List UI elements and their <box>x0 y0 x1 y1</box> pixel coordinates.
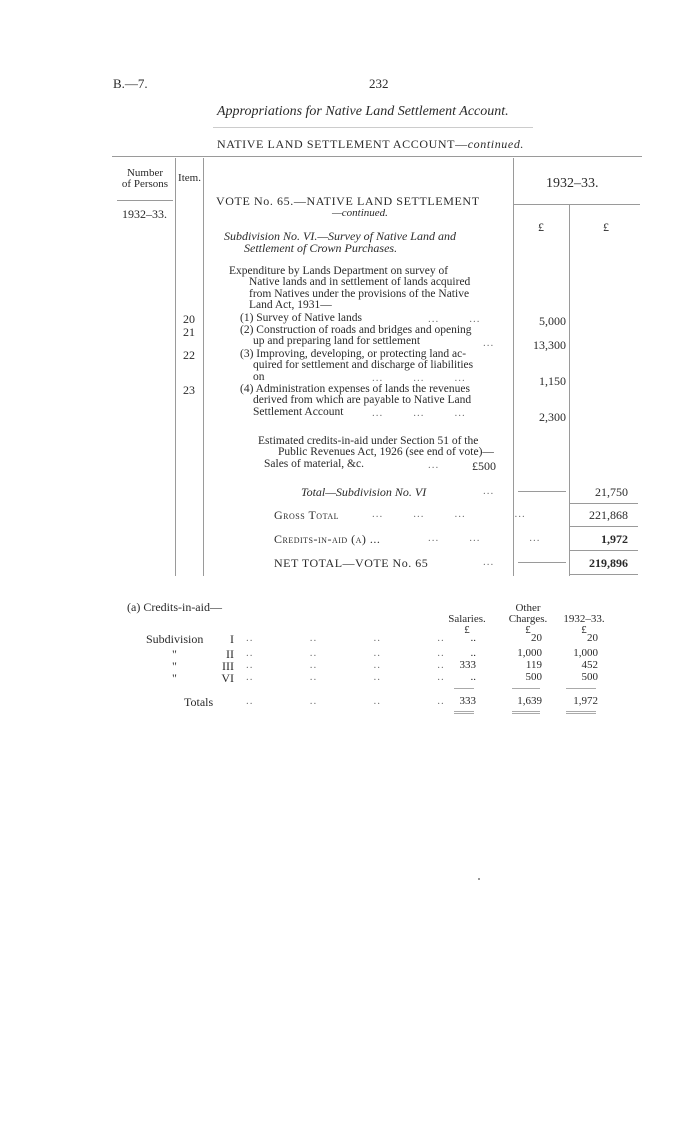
item-line: (4) Administration expenses of lands the revenues <box>240 383 470 395</box>
credits-note-line: Estimated credits-in-aid under Section 51 of the <box>258 435 479 447</box>
persons-header-rule <box>117 200 173 201</box>
expenditure-paragraph <box>229 266 470 311</box>
footnote-row-total: 500 <box>581 671 598 683</box>
credits-in-aid-label: Credits-in-aid (a) ... <box>274 532 381 546</box>
footnote-row-roman: III <box>222 659 234 673</box>
leader-dots: .. .. .. .. <box>246 659 445 671</box>
footnote-row-label: Subdivision <box>146 632 204 646</box>
item-amount: 2,300 <box>539 410 566 424</box>
page-title: Appropriations for Native Land Settlement Account. <box>217 104 509 119</box>
title-rule <box>213 127 533 128</box>
account-title <box>217 137 524 152</box>
col-divider-amount <box>569 204 570 576</box>
col-divider-item <box>203 158 204 576</box>
subdivision-title-line2: Settlement of Crown Purchases. <box>244 241 398 255</box>
persons-header-line1: Number <box>126 167 164 179</box>
item-number: 23 <box>183 383 195 397</box>
expenditure-line: Native lands and in settlement of lands acquired <box>249 276 471 289</box>
item-number: 20 <box>183 312 195 326</box>
document-reference: B.—7. <box>113 76 148 91</box>
footnote-double-rule <box>512 711 540 712</box>
footnote-row-other: 500 <box>525 671 542 683</box>
credits-rule <box>570 550 638 551</box>
footnote-double-rule <box>512 713 540 714</box>
item-line: (3) Improving, developing, or protecting land ac- <box>240 348 467 360</box>
print-speck <box>478 878 480 880</box>
persons-column-header <box>118 168 172 190</box>
footnote-col-other-line1: Other <box>515 602 541 614</box>
leader-dots: .. .. .. .. <box>246 647 445 659</box>
currency-symbol-col1: £ <box>538 220 544 234</box>
footnote-row-label: " <box>172 671 177 685</box>
page-number: 232 <box>369 76 389 91</box>
item-line: Settlement Account <box>253 405 344 418</box>
year-header-rule <box>514 204 640 205</box>
table-top-rule <box>112 156 642 157</box>
credits-note-line: Public Revenues Act, 1926 (see end of vote)— <box>278 446 494 459</box>
vote-continued: —continued. <box>332 207 388 219</box>
net-total-label: NET TOTAL—VOTE No. 65 <box>274 556 429 570</box>
item-line: (1) Survey of Native lands <box>240 312 362 324</box>
total-subdivision-value: 21,750 <box>595 485 628 499</box>
footnote-double-rule <box>566 711 596 712</box>
item-number: 22 <box>183 348 195 362</box>
credits-note <box>258 436 494 470</box>
leader-dots: ... <box>428 459 440 471</box>
footnote-currency: £ <box>525 624 531 636</box>
item-amount: 5,000 <box>539 314 566 328</box>
subdivision-title-line1: Subdivision No. VI.—Survey of Native Land and <box>224 229 456 243</box>
footnote-totals-total: 1,972 <box>573 695 598 707</box>
credits-note-amount: £500 <box>472 459 496 473</box>
total-rule <box>570 503 638 504</box>
footnote-totals-other: 1,639 <box>517 695 542 707</box>
footnote-row-other: 20 <box>531 632 542 644</box>
item-column-header: Item. <box>178 172 201 184</box>
footnote-currency: £ <box>581 624 587 636</box>
net-total-value: 219,896 <box>589 556 628 570</box>
footnote-col-salaries: Salaries. <box>448 613 486 625</box>
gross-total-value: 221,868 <box>589 508 628 522</box>
footnote-row-roman: II <box>226 647 234 661</box>
item-line: on <box>253 370 265 383</box>
leader-dots: .. .. .. .. <box>246 632 445 644</box>
item-line: quired for settlement and discharge of liabilities <box>253 359 474 372</box>
footnote-row-total: 452 <box>581 659 598 671</box>
net-rule <box>570 574 638 575</box>
total-subdivision-label: Total—Subdivision No. VI <box>301 485 427 499</box>
leader-dots: ... <box>483 485 495 497</box>
currency-symbol-col2: £ <box>603 220 609 234</box>
credits-note-line: Sales of material, &c. <box>264 457 364 470</box>
footnote-row-salaries: .. <box>470 632 476 644</box>
footnote-row-roman: I <box>230 632 234 646</box>
account-title-text: NATIVE LAND SETTLEMENT ACCOUNT— <box>217 137 468 151</box>
account-title-suffix: continued. <box>467 137 525 151</box>
footnote-heading: (a) Credits-in-aid— <box>127 600 222 614</box>
vote-title: VOTE No. 65.—NATIVE LAND SETTLEMENT <box>216 194 480 208</box>
credits-in-aid-value: 1,972 <box>601 532 628 546</box>
expenditure-line: from Natives under the provisions of the Native <box>249 287 470 300</box>
persons-year-label: 1932–33. <box>122 207 167 221</box>
item-description <box>240 313 362 324</box>
item-number: 21 <box>183 325 195 339</box>
leader-dots: ... ... <box>428 313 481 325</box>
item-line: up and preparing land for settlement <box>253 335 421 348</box>
leader-dots: .. .. .. .. <box>246 695 445 707</box>
col-divider-persons <box>175 158 176 576</box>
footnote-totals-label: Totals <box>184 695 214 709</box>
footnote-row-total: 20 <box>587 632 598 644</box>
footnote-col-other-line2: Charges. <box>508 613 548 625</box>
footnote-sum-rule <box>454 688 474 689</box>
item-description <box>240 325 472 348</box>
leader-dots: ... ... ... <box>428 532 541 544</box>
item-amount: 1,150 <box>539 374 566 388</box>
footnote-row-salaries: .. <box>470 671 476 683</box>
footnote-sum-rule <box>512 688 540 689</box>
gross-rule <box>570 526 638 527</box>
footnote-row-label: " <box>172 659 177 673</box>
expenditure-line: Land Act, 1931— <box>249 298 332 311</box>
leader-dots: ... ... ... <box>372 407 466 419</box>
item-line: (2) Construction of roads and bridges and opening <box>240 324 472 336</box>
footnote-totals-salaries: 333 <box>459 695 476 707</box>
leader-dots: .. .. .. .. <box>246 671 445 683</box>
leader-dots: ... ... ... ... <box>372 508 526 520</box>
footnote-double-rule <box>454 711 474 712</box>
footnote-row-total: 1,000 <box>573 647 598 659</box>
footnote-row-salaries: 333 <box>459 659 476 671</box>
footnote-row-other: 1,000 <box>517 647 542 659</box>
persons-header-line2: of Persons <box>121 178 169 190</box>
footnote-sum-rule <box>566 688 596 689</box>
footnote-row-roman: VI <box>221 671 234 685</box>
leader-dots: ... ... ... <box>372 372 466 384</box>
expenditure-line: Expenditure by Lands Department on survey of <box>229 265 449 277</box>
gross-total-label: Gross Total <box>274 508 339 522</box>
footnote-row-salaries: .. <box>470 647 476 659</box>
leader-dots: ... <box>483 556 495 568</box>
leader-dots: ... <box>483 337 495 349</box>
item-amount: 13,300 <box>533 338 566 352</box>
footnote-row-other: 119 <box>525 659 542 671</box>
year-column-header: 1932–33. <box>546 176 599 191</box>
total-dash <box>518 491 566 492</box>
footnote-double-rule <box>566 713 596 714</box>
footnote-col-year: 1932–33. <box>563 613 605 625</box>
net-dash <box>518 562 566 563</box>
item-line: derived from which are payable to Native Land <box>253 394 472 407</box>
footnote-currency: £ <box>464 624 470 636</box>
footnote-row-label: " <box>172 647 177 661</box>
footnote-double-rule <box>454 713 474 714</box>
